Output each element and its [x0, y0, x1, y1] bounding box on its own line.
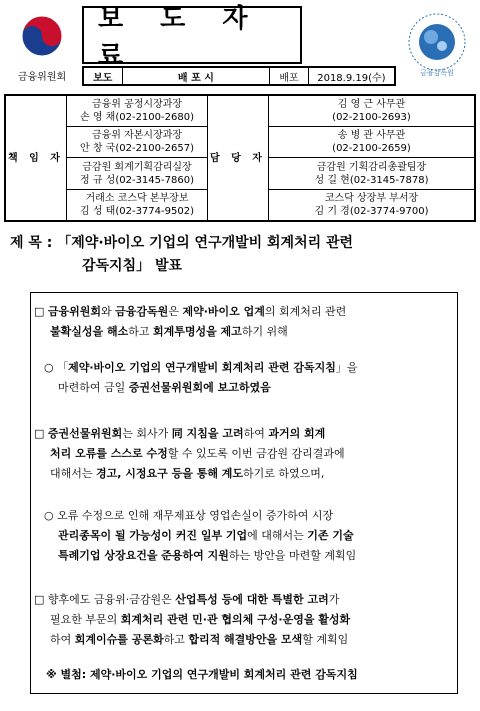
manager-label: 담 당 자 [208, 95, 269, 221]
subject [10, 232, 470, 278]
subject-line2: 감독지침」 발표 [82, 258, 183, 274]
contact-left-4: 거래소 코스닥 본부장보 김 성 태(02-3774-9502) [67, 189, 208, 221]
contact-left-1: 금융위 공정시장과장 손 영 채(02-2100-2680) [67, 95, 208, 127]
page-title [82, 4, 302, 71]
dist-date: 2018.9.19(수) [317, 72, 386, 84]
fss-logo-text: 금융감독원 [420, 69, 454, 77]
attachment-note: ※ 별첨: 제약·바이오 기업의 연구개발비 회계처리 관련 감독지침 [46, 668, 358, 681]
dist-label2: 배포 [270, 68, 309, 84]
contact-right-1: 김 영 근 사무관 (02-2100-2693) [269, 95, 476, 127]
responsible-label: 책 임 자 [5, 95, 67, 221]
dist-value: 배 포 시 [123, 68, 271, 84]
paragraph-3: □ 증권선물위원회는 회사가 同 지침을 고려하여 과거의 회계 처리 오류를 스스로 수정할 수 있도록 이번 금감원 감리결과에 대해서는 경고, 시정요구 등을 통해 계도하기로 하였으며, [34, 427, 345, 480]
title-text: 보 도 자 료 [98, 4, 262, 71]
distribution-row [82, 66, 396, 86]
paragraph-2: ○ 「제약·바이오 기업의 연구개발비 회계처리 관련 감독지침」을 마련하여 금일 증권선물위원회에 보고하였음 [44, 361, 358, 394]
contact-left-2: 금융위 자본시장과장 안 창 국(02-2100-2657) [67, 127, 208, 158]
paragraph-4: ○ 오류 수정으로 인해 재무제표상 영업손실이 증가하여 시장 관리종목이 될 가능성이 커진 일부 기업에 대해서는 기존 기술 특례기업 상장요건을 준용하여 지원하는 방안을 마련할 계획임 [44, 509, 357, 562]
contact-right-4: 코스닥 상장부 부서장 김 기 경(02-3774-9700) [269, 189, 476, 221]
subject-line1: 「제약·바이오 기업의 연구개발비 회계처리 관련 [57, 235, 354, 251]
fsc-logo-text: 금융위원회 [17, 72, 67, 83]
contacts-table [4, 94, 476, 222]
fss-logo [398, 6, 476, 84]
paragraph-5: □ 향후에도 금융위·금감원은 산업특성 등에 대한 특별한 고려가 필요한 부문의 회계처리 관련 민·관 협의체 구성·운영을 활성화 하여 회계이슈를 공론화하고 합리적 해결방안을 모색할 계획임 [34, 593, 351, 646]
paragraph-1: □ 금융위원회와 금융감독원은 제약·바이오 업계의 회계처리 관련 불확실성을 해소하고 회계투명성을 제고하기 위해 [34, 305, 347, 338]
contact-left-3: 금감원 회계기획감리실장 정 규 성(02-3145-7860) [67, 158, 208, 189]
fsc-emblem-icon [10, 6, 74, 66]
fsc-logo [10, 6, 74, 86]
contact-right-2: 송 병 관 사무관 (02-2100-2659) [269, 127, 476, 158]
subject-prefix: 제 목 : [10, 235, 58, 251]
dist-label: 보도 [84, 68, 123, 84]
contact-right-3: 금감원 기획감리총괄팀장 성 길 현(02-3145-7878) [269, 158, 476, 189]
